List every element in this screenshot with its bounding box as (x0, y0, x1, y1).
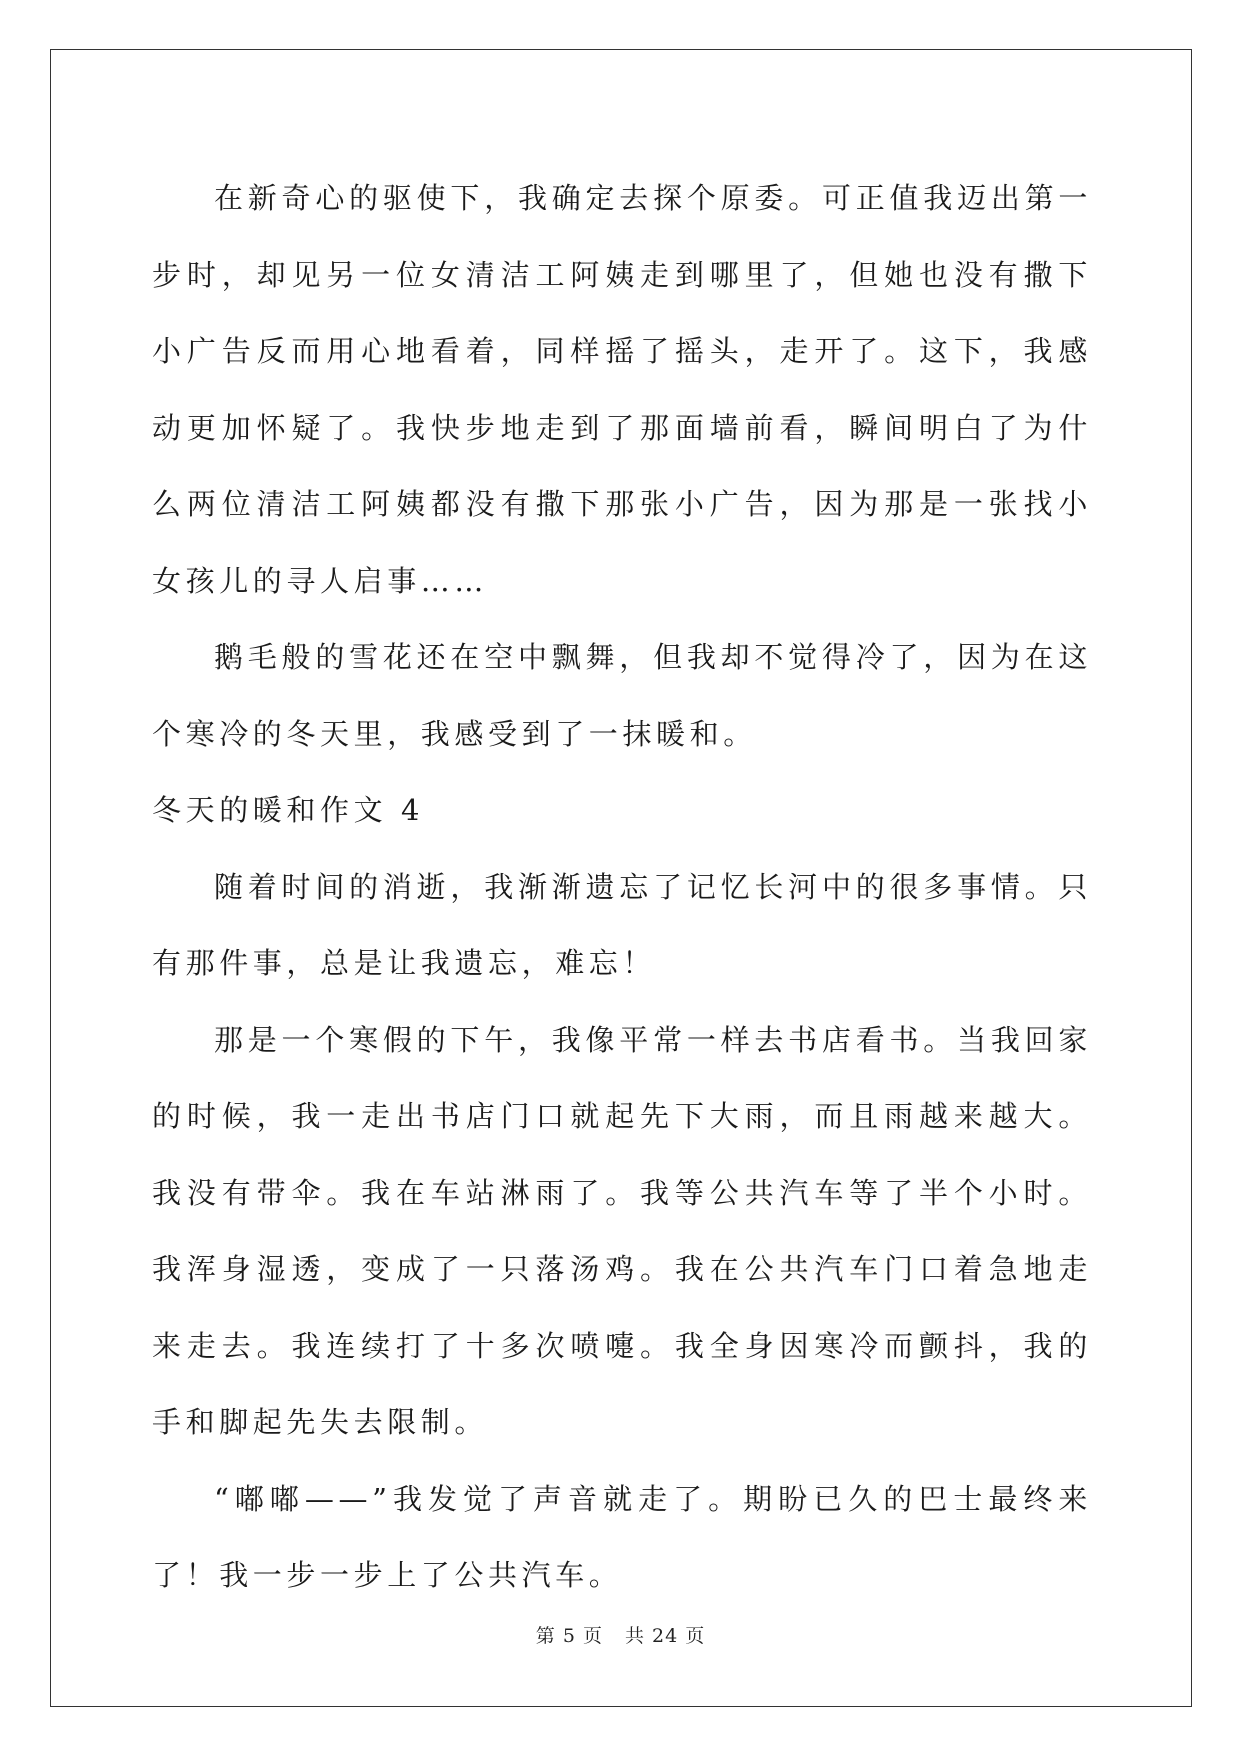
paragraph: 那是一个寒假的下午，我像平常一样去书店看书。当我回家的时候，我一走出书店门口就起先下大雨，而且雨越来越大。我没有带伞。我在车站淋雨了。我等公共汽车等了半个小时。我浑身湿透，变成了一只落汤鸡。我在公共汽车门口着急地走来走去。我连续打了十多次喷嚏。我全身因寒冷而颤抖，我的手和脚起先失去限制。 (152, 1022, 1092, 1439)
page-number: 第 5 页 (535, 1625, 603, 1647)
paragraph: 鹅毛般的雪花还在空中飘舞，但我却不觉得冷了，因为在这个寒冷的冬天里，我感受到了一抹暖和。 (152, 640, 1092, 751)
paragraph: 随着时间的消逝，我渐渐遗忘了记忆长河中的很多事情。只有那件事，总是让我遗忘，难忘！ (152, 869, 1092, 980)
page-footer (0, 1621, 1241, 1648)
paragraph: 在新奇心的驱使下，我确定去探个原委。可正值我迈出第一步时，却见另一位女清洁工阿姨走到哪里了，但她也没有撒下小广告反而用心地看着，同样摇了摇头，走开了。这下，我感动更加怀疑了。我快步地走到了那面墙前看，瞬间明白了为什么两位清洁工阿姨都没有撒下那张小广告，因为那是一张找小女孩儿的寻人启事…… (152, 181, 1092, 598)
paragraph: “嘟嘟——”我发觉了声音就走了。期盼已久的巴士最终来了！我一步一步上了公共汽车。 (152, 1481, 1092, 1592)
document-body (152, 160, 1092, 1614)
page-total: 共 24 页 (624, 1625, 706, 1647)
section-heading: 冬天的暖和作文 4 (152, 793, 425, 827)
